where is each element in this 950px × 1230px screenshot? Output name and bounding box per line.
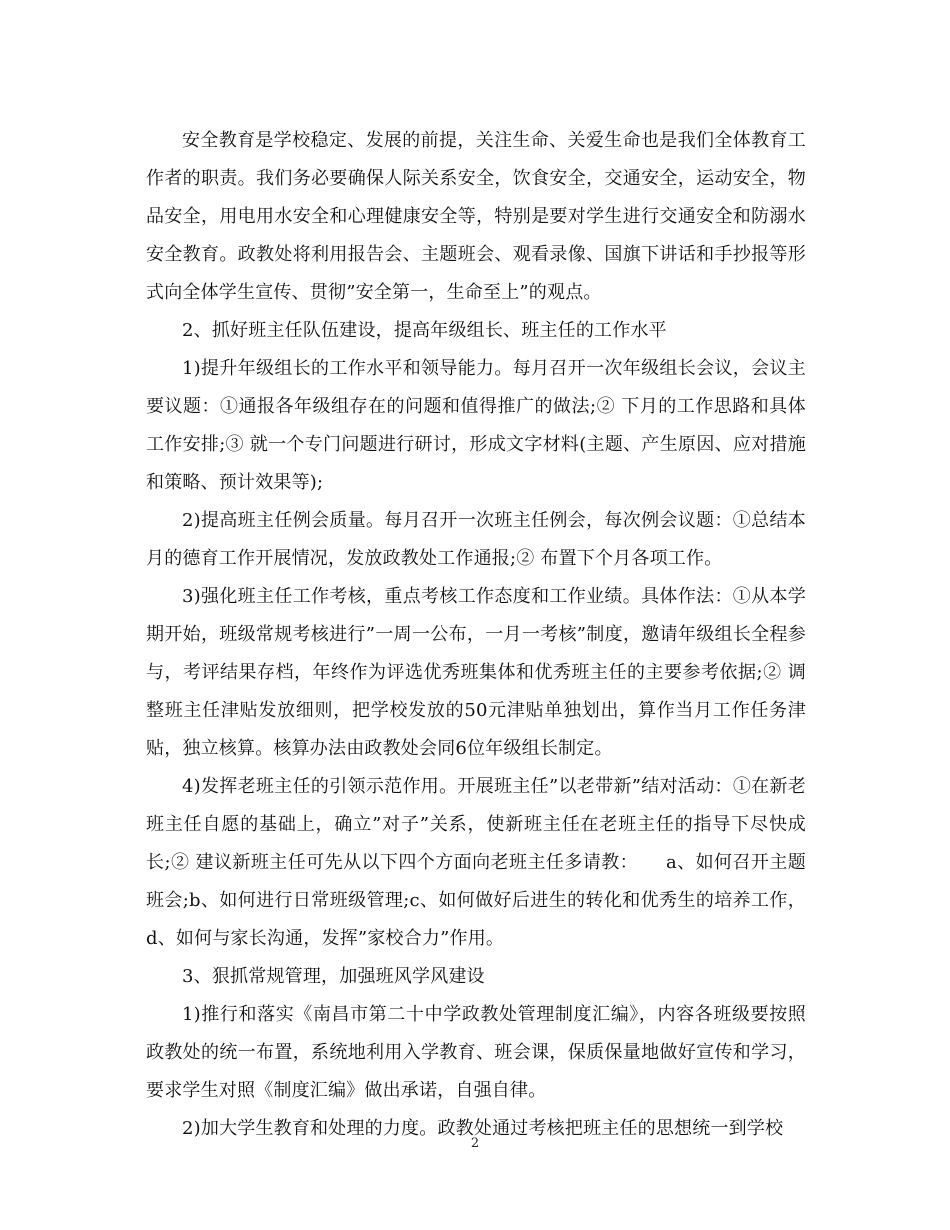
section-heading-3: 3、狠抓常规管理，加强班风学风建设 xyxy=(182,966,485,987)
paragraph-student-discipline: 2)加大学生教育和处理的力度。政教处通过考核把班主任的思想统一到学校 xyxy=(182,1118,784,1139)
page-number: 2 xyxy=(470,1136,480,1151)
paragraph-mentoring: 4)发挥老班主任的引领示范作用。开展班主任”以老带新”结对活动：①在新老班主任自愿的基础上，确立”对子”关系，使新班主任在老班主任的指导下尽快成长;② 建议新班主任可先从以下四个方面向老班主任多请教： a、如何召开主题班会;b、如何进行日常班级管理;c、如何做好后进生的转化和优秀生的培养工作，d、如何与家长沟通，发挥”家校合力”作用。 xyxy=(146,776,806,949)
section-heading-2: 2、抓好班主任队伍建设，提高年级组长、班主任的工作水平 xyxy=(182,320,667,341)
paragraph-grade-leader: 1)提升年级组长的工作水平和领导能力。每月召开一次年级组长会议，会议主要议题：①通报各年级组存在的问题和值得推广的做法;② 下月的工作思路和具体工作安排;③ 就一个专门问题进行研讨，形成文字材料(主题、产生原因、应对措施和策略、预计效果等); xyxy=(146,358,806,493)
document-body xyxy=(146,122,806,1148)
paragraph-regulations: 1)推行和落实《南昌市第二十中学政教处管理制度汇编》，内容各班级要按照政教处的统一布置，系统地利用入学教育、班会课，保质保量地做好宣传和学习，要求学生对照《制度汇编》做出承诺，自强自律。 xyxy=(146,1004,806,1101)
paragraph-class-meeting: 2)提高班主任例会质量。每月召开一次班主任例会，每次例会议题：①总结本月的德育工作开展情况，发放政教处工作通报;② 布置下个月各项工作。 xyxy=(146,510,806,569)
paragraph-assessment: 3)强化班主任工作考核，重点考核工作态度和工作业绩。具体作法：①从本学期开始，班级常规考核进行”一周一公布，一月一考核”制度，邀请年级组长全程参与，考评结果存档，年终作为评选优秀班集体和优秀班主任的主要参考依据;② 调整班主任津贴发放细则，把学校发放的50元津贴单独划出，算作当月工作任务津贴，独立核算。核算办法由政教处会同6位年级组长制定。 xyxy=(146,586,806,759)
paragraph-safety-education: 安全教育是学校稳定、发展的前提，关注生命、关爱生命也是我们全体教育工作者的职责。我们务必要确保人际关系安全，饮食安全，交通安全，运动安全，物品安全，用电用水安全和心理健康安全等，特别是要对学生进行交通安全和防溺水安全教育。政教处将利用报告会、主题班会、观看录像、国旗下讲话和手抄报等形式向全体学生宣传、贯彻”安全第一，生命至上”的观点。 xyxy=(146,130,806,303)
